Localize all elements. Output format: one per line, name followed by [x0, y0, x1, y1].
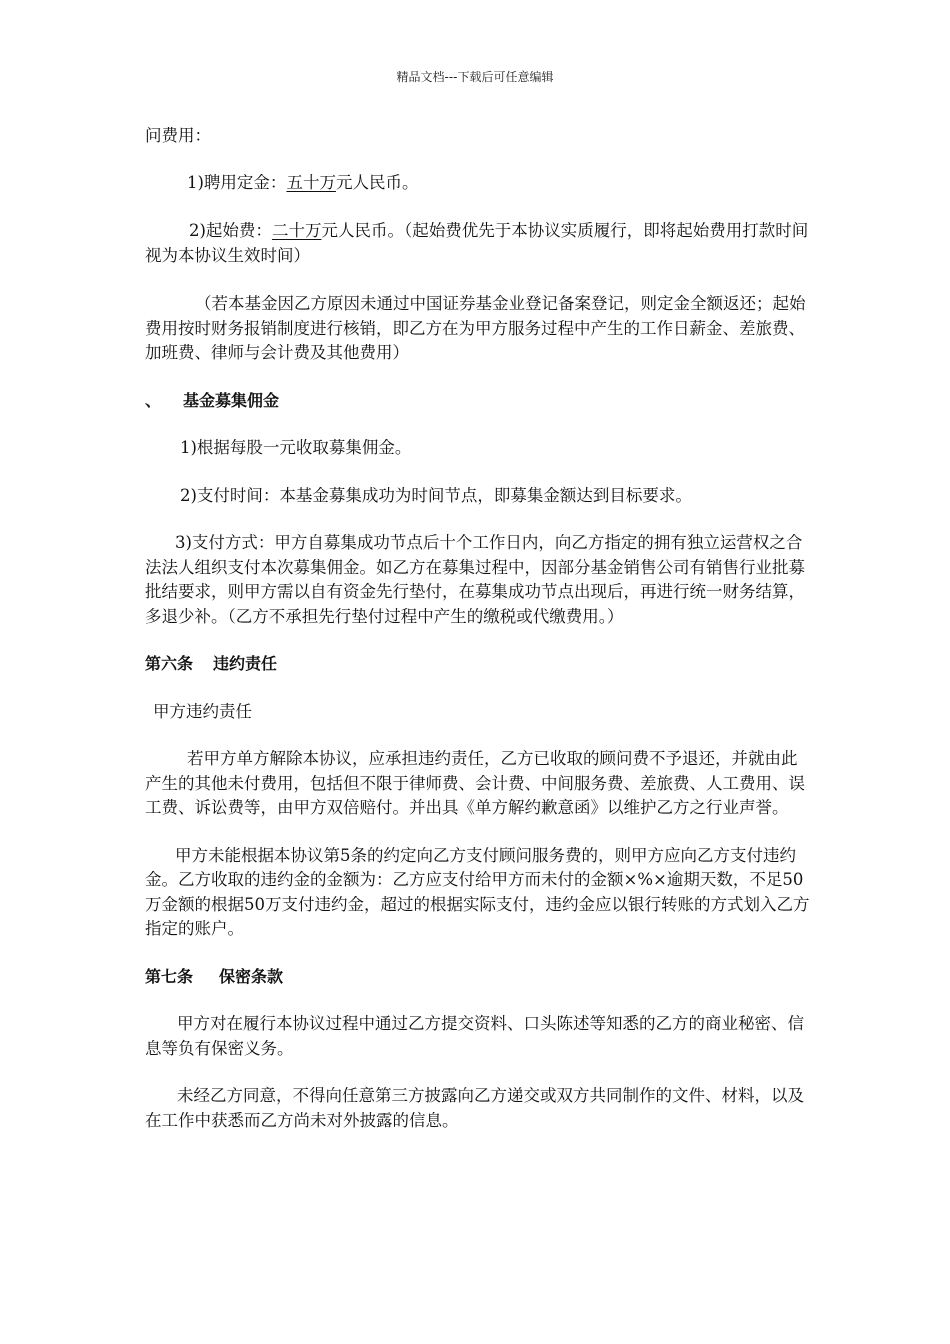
- paragraph-refund: （若本基金因乙方原因未通过中国证券基金业登记备案登记，则定金全额返还；起始费用按时财务报销制度进行核销，即乙方在为甲方服务过程中产生的工作日薪金、差旅费、加班费、律师与会计费及其他费用）: [145, 294, 806, 362]
- start-fee-prefix: 2)起始费：: [189, 221, 272, 240]
- paragraph-confidential-2: 未经乙方同意，不得向任意第三方披露向乙方递交或双方共同制作的文件、材料，以及在工作中获悉而乙方尚未对外披露的信息。: [145, 1086, 804, 1130]
- paragraph-deposit: [145, 171, 810, 196]
- article-6-number: 第六条: [145, 654, 194, 673]
- deposit-suffix: 元人民币。: [335, 172, 419, 192]
- paragraph-commission-3: 3)支付方式：甲方自募集成功节点后十个工作日内，向乙方指定的拥有独立运营权之合法法人组织支付本次募集佣金。如乙方在募集过程中，因部分基金销售公司有销售行业批募批结要求，则甲方需以自有资金先行垫付，在募集成功节点出现后，再进行统一财务结算，多退少补。（乙方不承担先行垫付过程中产生的缴税或代缴费用。）: [145, 533, 805, 626]
- heading-commission: [145, 389, 810, 414]
- article-7-title: 保密条款: [219, 966, 284, 986]
- paragraph-intro: 问费用：: [145, 126, 211, 145]
- paragraph-party-a-1: 若甲方单方解除本协议，应承担违约责任，乙方已收取的顾问费不予退还，并就由此产生的其他未付费用，包括但不限于律师费、会计费、中间服务费、差旅费、人工费用、误工费、诉讼费等，由甲方双倍赔付。并出具《单方解约歉意函》以维护乙方之行业声誉。: [145, 749, 805, 817]
- start-fee-amount: 二十万: [271, 221, 322, 240]
- heading-commission-marker: 、: [145, 390, 162, 410]
- deposit-prefix: 1)聘用定金：: [187, 172, 287, 192]
- paragraph-commission-1: 1)根据每股一元收取募集佣金。: [180, 438, 412, 457]
- deposit-amount: 五十万: [286, 172, 336, 192]
- article-6-title: 违约责任: [213, 654, 278, 673]
- heading-article-7: [145, 965, 810, 990]
- paragraph-commission-2: 2)支付时间：本基金募集成功为时间节点，即募集金额达到目标要求。: [180, 485, 692, 505]
- subheading-party-a-liability: 甲方违约责任: [153, 701, 252, 721]
- paragraph-party-a-2: 甲方未能根据本协议第5条的约定向乙方支付顾问服务费的，则甲方应向乙方支付违约金。乙方收取的违约金的金额为：乙方应支付给甲方而未付的金额×%×逾期天数，不足50万金额的根据50万支付违约金，超过的根据实际支付，违约金应以银行转账的方式划入乙方指定的账户。: [145, 845, 810, 938]
- document-body: [145, 124, 810, 1133]
- paragraph-confidential-1: 甲方对在履行本协议过程中通过乙方提交资料、口头陈述等知悉的乙方的商业秘密、信息等负有保密义务。: [145, 1014, 804, 1058]
- heading-article-6: [145, 652, 810, 677]
- heading-commission-title: 基金募集佣金: [183, 390, 280, 410]
- start-fee-suffix: 元人民币。（起始费优先于本协议实质履行，即将起始费用打款时间视为本协议生效时间）: [145, 221, 809, 265]
- paragraph-start-fee: [145, 219, 810, 268]
- page-header: 精品文档---下载后可任意编辑: [396, 70, 554, 84]
- article-7-number: 第七条: [145, 966, 194, 986]
